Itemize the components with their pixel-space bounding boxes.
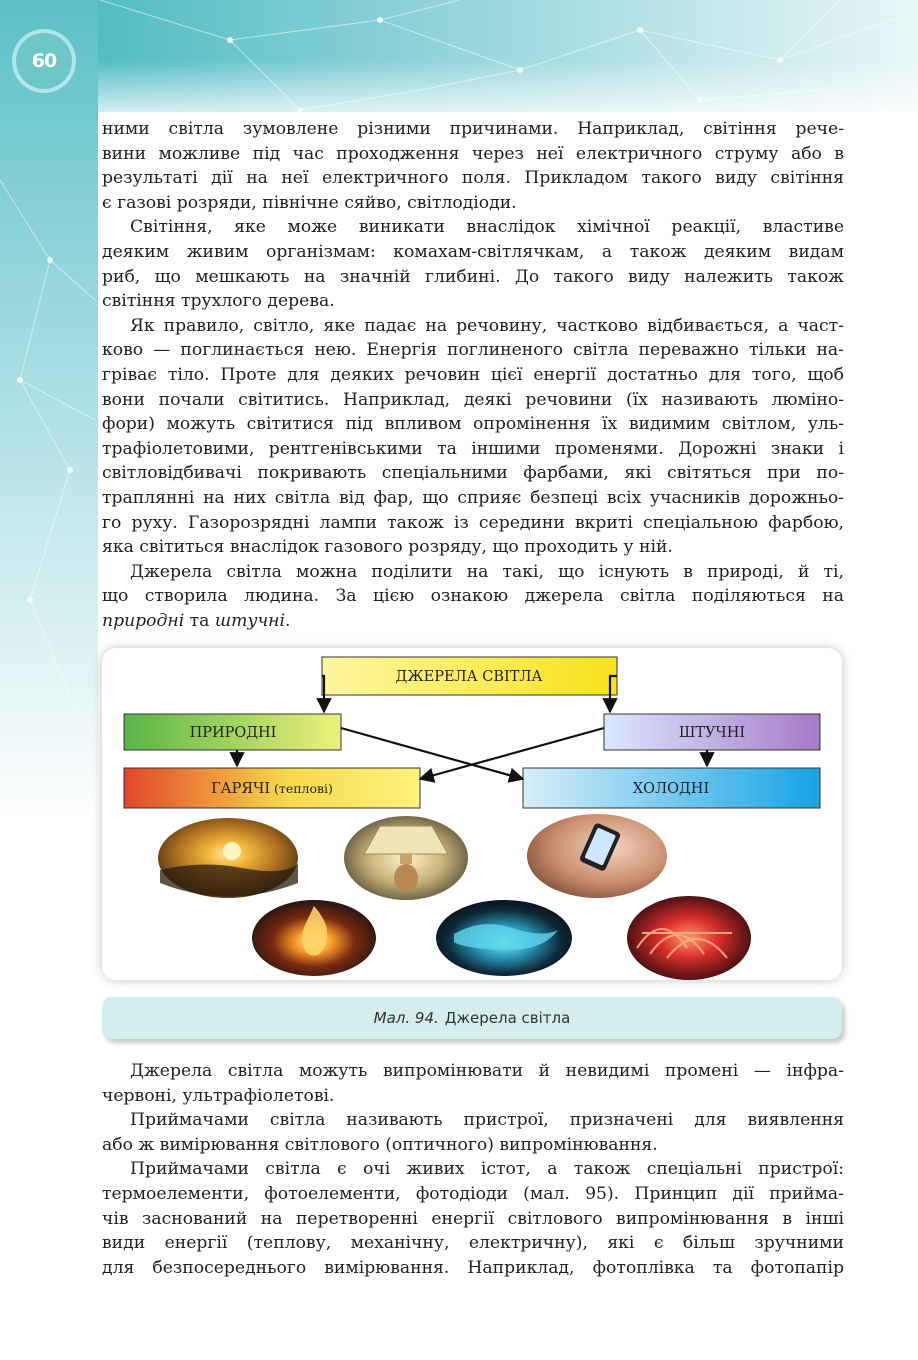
text-line: світіння трухлого дерева. [102,291,335,312]
text-line: види енергії (теплову, механічну, електричну), які є більш зручними [102,1233,844,1254]
figure-number: Мал. 94. [373,1009,439,1027]
paragraph-7 [102,1157,844,1280]
text-line: гріває тіло. Проте для деяких речовин цієї енергії достатньо для того, щоб [102,364,844,385]
page-number-badge [16,33,72,89]
figure-caption [102,997,842,1039]
box-hot-sub-text: (теплові) [274,781,333,796]
text-line: що створила людина. За цією ознакою джерела світла поділяються на [102,586,844,607]
text-line: Джерела світла можна поділити на такі, що існують в природі, й ті, [130,561,844,582]
paragraph-6 [102,1108,844,1157]
text-line: термоелементи, фотоелементи, фотодіоди (мал. 95). Принцип дії прийма- [102,1183,844,1204]
text-line: фори) можуть світитися під впливом опромінення їх видимим світлом, уль- [102,414,844,435]
bottom-text [102,1059,844,1280]
text-line: Приймачами світла називають пристрої, призначені для виявлення [130,1110,844,1131]
sunset-photo [158,818,298,898]
box-hot [124,768,420,808]
sentence-end: . [284,610,291,631]
text-line: яка світиться внаслідок газового розряду, що проходить у ній. [102,537,673,558]
paragraph-4 [102,560,844,634]
text-line: результаті дії на неї електричного поля. Прикладом такого виду світіння [102,168,844,189]
box-artificial [604,714,820,750]
figure-caption-text: Джерела світла [444,1009,571,1027]
diagram-svg [102,648,842,980]
text-line: вони почали світитись. Наприклад, деякі речовини (їх називають люміно- [102,389,844,410]
box-cold-label: ХОЛОДНІ [632,781,710,797]
phone-screen-photo [527,814,667,898]
text-line: го руху. Газорозрядні лампи також із середини вкриті спеціальною фарбою, [102,512,844,533]
text-line: ково — поглинається нею. Енергія поглиненого світла переважно тільки на- [102,340,844,361]
figure-light-sources [102,648,842,980]
bioluminescence-photo [436,900,572,976]
box-hot-main: ГАРЯЧІ [211,781,271,797]
box-artificial-label: ШТУЧНІ [678,725,746,741]
table-lamp-photo [344,816,468,900]
text-line: Як правило, світло, яке падає на речовину, частково відбивається, а част- [130,315,844,336]
paragraph-1 [102,117,844,215]
paragraph-3 [102,314,844,560]
term-artificial: штучні [214,610,285,631]
box-natural-label: ПРИРОДНІ [189,725,277,741]
text-line: світловідбивачі покривають спеціальними фарбами, які світяться при по- [102,463,844,484]
text-line: трафіолетовими, рентгенівськими та іншими променями. Дорожні знаки і [102,438,844,459]
text-line: деяким живим організмам: комахам-світлячкам, а також деяким видам [102,241,844,262]
term-natural: природні [102,610,185,631]
box-hot-label [211,781,333,797]
paragraph-2 [102,215,844,313]
text-line: для безпосереднього вимірювання. Наприклад, фотоплівка та фотопапір [102,1257,844,1278]
text-line: червоні, ультрафіолетові. [102,1085,335,1106]
top-text [102,117,844,633]
box-light-sources-label: ДЖЕРЕЛА СВІТЛА [395,669,543,685]
text-line: Джерела світла можуть випромінювати й невидимі промені — інфра- [130,1061,844,1081]
box-natural [124,714,341,750]
connector-text: та [184,610,215,631]
paragraph-5 [102,1059,844,1108]
text-line: чів заснований на перетворенні енергії світлового випромінювання в інші [102,1208,844,1229]
box-light-sources [322,657,617,695]
box-cold [523,768,820,808]
fire-photo [252,900,376,976]
text-line: вини можливе під час проходження через неї електричного струму або в [102,143,844,164]
text-line [102,609,844,634]
text-line: або ж вимірювання світлового (оптичного) випромінювання. [102,1134,658,1155]
page-number: 60 [31,50,57,72]
text-line: Приймачами світла є очі живих істот, а також спеціальні пристрої: [130,1159,844,1180]
text-line: Світіння, яке може виникати внаслідок хімічної реакції, властиве [130,217,844,238]
text-line: є газові розряди, північне сяйво, світлодіоди. [102,192,517,213]
text-line: ними світла зумовлене різними причинами. Наприклад, світіння рече- [102,119,844,139]
text-line: траплянні на них світла від фар, що сприяє безпеці всіх учасників дорожньо- [102,487,844,508]
neon-lights-photo [627,896,751,980]
text-line: риб, що мешкають на значній глибині. До такого виду належить також [102,266,844,287]
